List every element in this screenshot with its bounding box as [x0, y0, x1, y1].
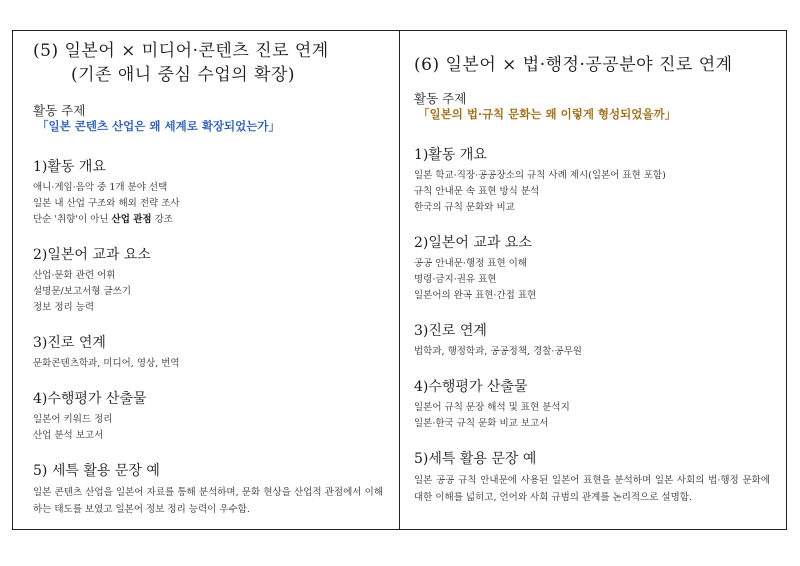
- left-title-line2: (기존 애니 중심 수업의 확장): [71, 65, 296, 85]
- right-section-5-paragraph: 일본 공공 규칙 안내문에 사용된 일본어 표현을 분석하며 일본 사회의 법·행정 문화에 대한 이해를 넓히고, 언어와 사회 규범의 관계를 논리적으로 설명함.: [414, 475, 770, 503]
- left-section-5-heading: 5) 세특 활용 문장 예: [33, 463, 160, 479]
- right-section-1-heading: 1)활동 개요: [414, 147, 487, 163]
- right-column: [400, 31, 786, 529]
- left-section-1-line: 애니·게임·음악 중 1개 분야 선택: [33, 182, 168, 193]
- right-section-2-line: 명령·금지·권유 표현: [414, 274, 497, 285]
- left-section-1-line: 일본 내 산업 구조와 해외 전략 조사: [33, 198, 180, 209]
- left-section-2-line: 정보 정리 능력: [33, 302, 95, 313]
- left-theme-text: 「일본 콘텐츠 산업은 왜 세계로 확장되었는가」: [37, 119, 280, 133]
- right-section-5-heading: 5)세특 활용 문장 예: [414, 451, 537, 467]
- right-section-3-heading: 3)진로 연계: [414, 323, 487, 339]
- left-section-2-line: 설명문/보고서형 글쓰기: [33, 286, 131, 297]
- right-title: (6) 일본어 × 법·행정·공공분야 진로 연계: [414, 55, 733, 75]
- left-section-2-line: 산업·문화 관련 어휘: [33, 270, 116, 281]
- right-theme-text: 「일본의 법·규칙 문화는 왜 이렇게 형성되었을까」: [418, 107, 677, 121]
- left-section-2-heading: 2)일본어 교과 요소: [33, 247, 151, 263]
- right-section-4-line: 일본어 규칙 문장 해석 및 표현 분석지: [414, 402, 570, 413]
- right-section-2-line: 공공 안내문·행정 표현 이해: [414, 258, 528, 269]
- line-prefix: 단순 '취향'이 아닌: [33, 214, 112, 225]
- right-section-3-line: 법학과, 행정학과, 공공정책, 경찰·공무원: [414, 346, 582, 357]
- left-section-1-line: [33, 212, 387, 228]
- line-suffix: 강조: [151, 214, 173, 225]
- left-section-4-heading: 4)수행평가 산출물: [33, 391, 147, 407]
- left-theme-label: 활동 주제: [33, 103, 86, 118]
- left-title: [33, 39, 387, 87]
- left-section-5-paragraph: 일본 콘텐츠 산업을 일본어 자료를 통해 분석하며, 문화 현상을 산업적 관점에서 이해하는 태도를 보였고 일본어 정보 정리 능력이 우수함.: [33, 487, 383, 515]
- emphasis-text: 산업 관점: [111, 214, 152, 225]
- document-frame: [12, 30, 787, 530]
- right-section-1-line: 한국의 규칙 문화와 비교: [414, 202, 515, 213]
- left-section-1-heading: 1)활동 개요: [33, 159, 106, 175]
- left-title-line1: (5) 일본어 × 미디어·콘텐츠 진로 연계: [33, 41, 329, 61]
- left-section-4-line: 산업 분석 보고서: [33, 430, 104, 441]
- right-section-4-heading: 4)수행평가 산출물: [414, 379, 528, 395]
- right-section-2-heading: 2)일본어 교과 요소: [414, 235, 532, 251]
- right-section-4-line: 일본·한국 규칙 문화 비교 보고서: [414, 418, 549, 429]
- left-section-3-line: 문화콘텐츠학과, 미디어, 영상, 번역: [33, 358, 180, 369]
- right-section-1-line: 규칙 안내문 속 표현 방식 분석: [414, 186, 540, 197]
- right-section-2-line: 일본어의 완곡 표현·간접 표현: [414, 290, 537, 301]
- left-section-3-heading: 3)진로 연계: [33, 335, 106, 351]
- right-section-1-line: 일본 학교·직장·공공장소의 규칙 사례 제시(일본어 표현 포함): [414, 170, 666, 181]
- left-section-4-line: 일본어 키워드 정리: [33, 414, 113, 425]
- left-column: [13, 31, 400, 529]
- right-theme-label: 활동 주제: [414, 91, 467, 106]
